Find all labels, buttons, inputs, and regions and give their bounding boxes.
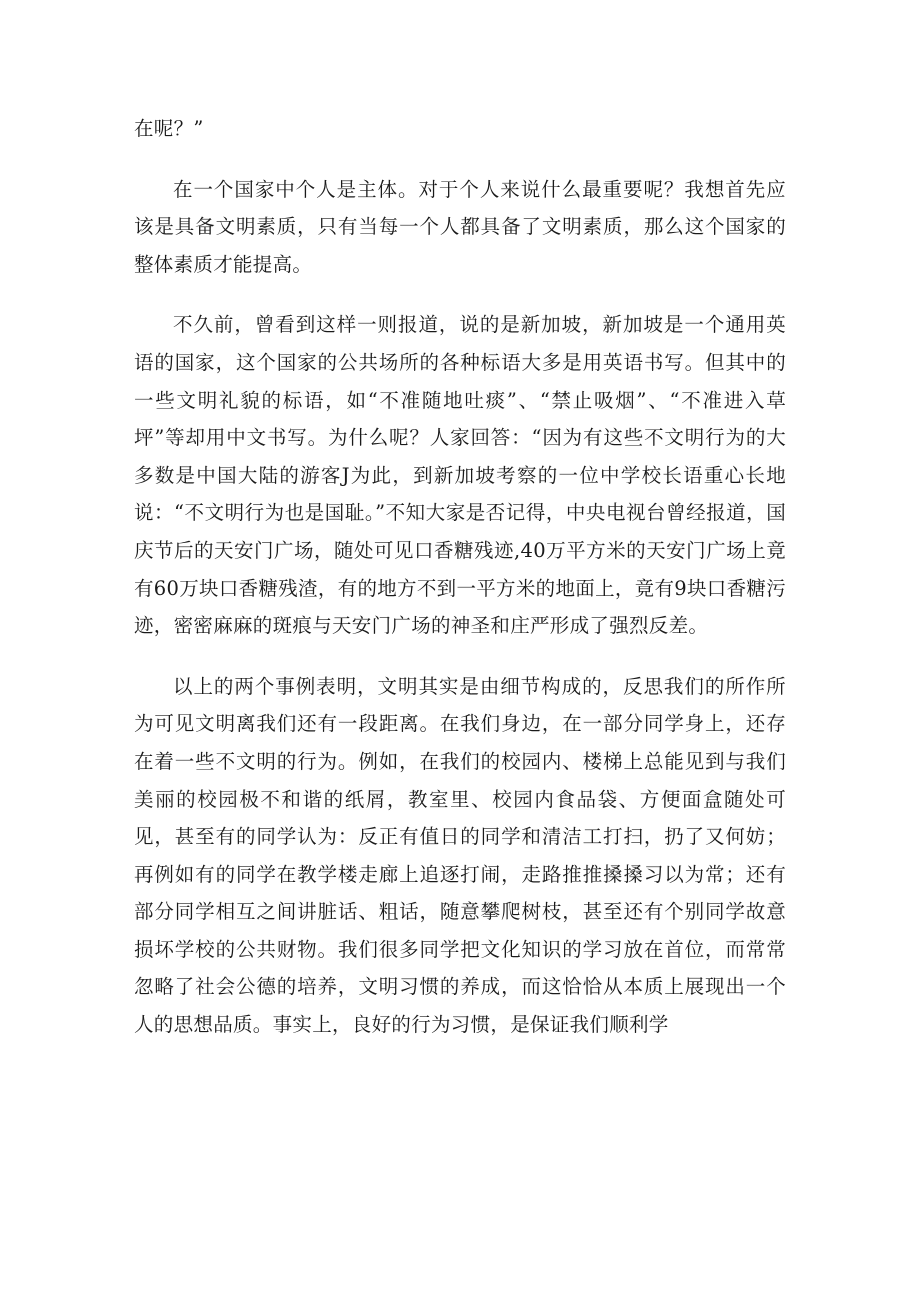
paragraph-continuation: 在呢？” <box>134 117 204 140</box>
paragraph-campus-behavior: 以上的两个事例表明，文明其实是由细节构成的，反思我们的所作所为可见文明离我们还有一段距离。在我们身边，在一部分同学身上，还存在着一些不文明的行为。例如，在我们的校园内、楼梯上总能见到与我们美丽的校园极不和谐的纸屑，教室里、校园内食品袋、方便面盒随处可见，甚至有的同学认为：反正有值日的同学和清洁工打扫，扔了又何妨；再例如有的同学在教学楼走廊上追逐打闹，走路推推搡搡习以为常；还有部分同学相互之间讲脏话、粗话，随意攀爬树枝，甚至还有个别同学故意损坏学校的公共财物。我们很多同学把文化知识的学习放在首位，而常常忽略了社会公德的培养，文明习惯的养成，而这恰恰从本质上展现出一个人的思想品质。事实上，良好的行为习惯，是保证我们顺利学 <box>134 674 786 1037</box>
document-body <box>134 110 786 1067</box>
paragraph-singapore-report: 不久前，曾看到这样一则报道，说的是新加坡，新加坡是一个通用英语的国家，这个国家的公共场所的各种标语大多是用英语书写。但其中的一些文明礼貌的标语，如“不准随地吐痰”、“禁止吸烟”、“不准进入草坪”等却用中文书写。为什么呢？人家回答：“因为有这些不文明行为的大多数是中国大陆的游客J为此，到新加坡考察的一位中学校长语重心长地说：“不文明行为也是国耻。”不知大家是否记得，中央电视台曾经报道，国庆节后的天安门广场，随处可见口香糖残迹,40万平方米的天安门广场上竟有60万块口香糖残渣，有的地方不到一平方米的地面上，竟有9块口香糖污迹，密密麻麻的斑痕与天安门广场的神圣和庄严形成了强烈反差。 <box>134 313 786 638</box>
paragraph-individual-quality: 在一个国家中个人是主体。对于个人来说什么最重要呢？我想首先应该是具备文明素质，只有当每一个人都具备了文明素质，那么这个国家的整体素质才能提高。 <box>134 177 786 276</box>
